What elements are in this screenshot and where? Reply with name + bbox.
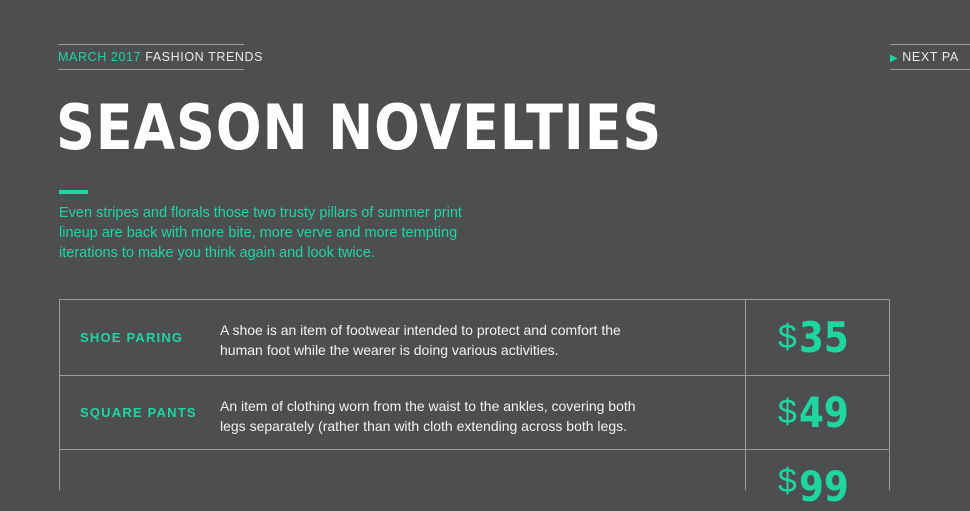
play-arrow-icon: ▶ [890,53,899,64]
table-row [59,300,890,376]
item-description: A shoe is an item of footwear intended to protect and comfort the human foot while the wearer is doing various activities. [220,322,621,358]
price-amount: 99 [798,462,849,511]
kicker-date: MARCH 2017 [58,50,142,64]
intro-paragraph: Even stripes and florals those two trusty pillars of summer print lineup are back with more bite, more verve and more tempting iterations to make you think again and look twice. [59,205,462,261]
table-row [59,450,890,511]
currency-symbol: $ [777,462,797,500]
price-cell [745,300,889,375]
table-row [59,376,890,450]
item-description: An item of clothing worn from the waist to the ankles, covering both legs separately (rather than with cloth extending across both legs. [220,398,636,434]
accent-divider [59,190,88,194]
price-cell [745,376,889,449]
item-name: SHOE PARING [80,330,184,345]
issue-kicker [58,44,264,70]
kicker-topic: FASHION TRENDS [145,50,264,64]
next-page-label: NEXT PA [902,50,959,64]
currency-symbol: $ [777,318,797,356]
currency-symbol: $ [777,393,797,431]
price-amount: 35 [798,313,849,362]
price-table [59,299,890,511]
page-title: SEASON NOVELTIES [56,91,663,164]
price-cell [745,450,889,511]
next-page-link[interactable] [890,44,970,70]
item-name: SQUARE PANTS [80,405,197,420]
price-amount: 49 [798,388,849,437]
